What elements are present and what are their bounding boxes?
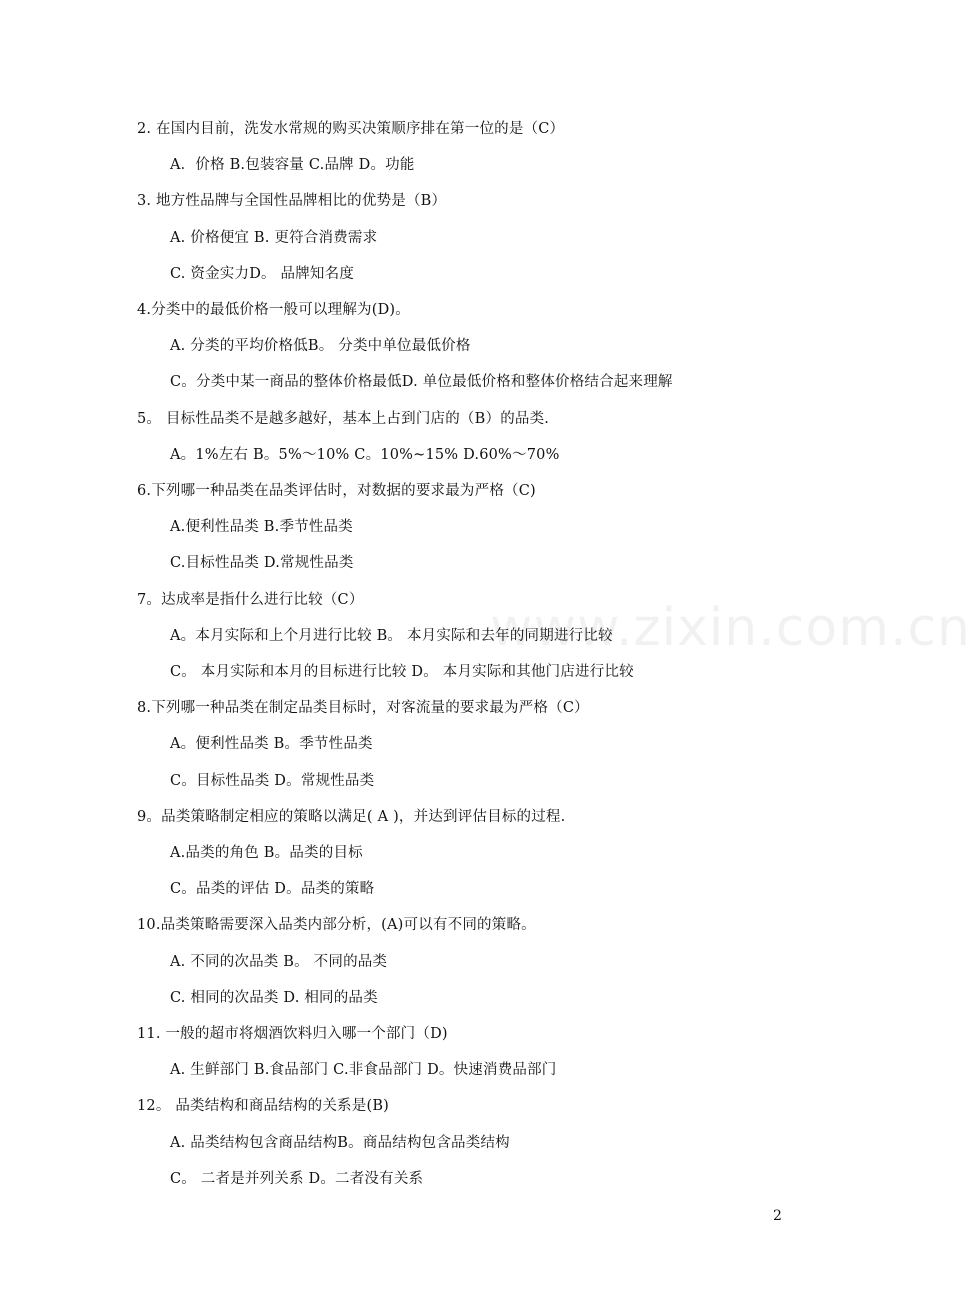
question-line: 7。达成率是指什么进行比较（C）	[137, 592, 364, 608]
question-line: 6.下列哪一种品类在品类评估时，对数据的要求最为严格（C)	[137, 483, 536, 499]
option-line: A. 不同的次品类 B。 不同的品类	[170, 954, 388, 970]
option-line: A.品类的角色 B。品类的目标	[170, 845, 363, 861]
option-line: C。分类中某一商品的整体价格最低D. 单位最低价格和整体价格结合起来理解	[170, 374, 673, 390]
option-line: A. 品类结构包含商品结构B。商品结构包含品类结构	[170, 1135, 510, 1151]
option-line: C。目标性品类 D。常规性品类	[170, 773, 375, 789]
option-line: A.便利性品类 B.季节性品类	[170, 519, 353, 535]
option-line: C. 相同的次品类 D. 相同的品类	[170, 990, 378, 1006]
option-line: C。 二者是并列关系 D。二者没有关系	[170, 1171, 424, 1187]
question-line: 2. 在国内目前，洗发水常规的购买决策顺序排在第一位的是（C）	[137, 121, 565, 137]
option-line: A. 价格便宜 B. 更符合消费需求	[170, 230, 378, 246]
page-number: 2	[773, 1208, 782, 1224]
question-line: 9。品类策略制定相应的策略以满足( A )，并达到评估目标的过程.	[137, 809, 566, 825]
option-line: A。便利性品类 B。季节性品类	[170, 736, 373, 752]
option-line: A. 生鲜部门 B.食品部门 C.非食品部门 D。快速消费品部门	[170, 1062, 557, 1078]
question-line: 4.分类中的最低价格一般可以理解为(D)。	[137, 302, 410, 318]
option-line: A．价格 B.包装容量 C.品牌 D。功能	[170, 157, 415, 173]
question-line: 3. 地方性品牌与全国性品牌相比的优势是（B）	[137, 193, 447, 209]
option-line: C.目标性品类 D.常规性品类	[170, 555, 354, 571]
question-line: 8.下列哪一种品类在制定品类目标时，对客流量的要求最为严格（C）	[137, 700, 589, 716]
option-line: C. 资金实力D。 品牌知名度	[170, 266, 355, 282]
question-line: 11. 一般的超市将烟酒饮料归入哪一个部门（D)	[137, 1026, 448, 1042]
option-line: A。本月实际和上个月进行比较 B。 本月实际和去年的同期进行比较	[170, 628, 613, 644]
option-line: C。 本月实际和本月的目标进行比较 D。 本月实际和其他门店进行比较	[170, 664, 634, 680]
question-line: 10.品类策略需要深入品类内部分析，(A)可以有不同的策略。	[137, 917, 536, 933]
watermark: www.zixin.com.cn	[490, 598, 971, 658]
question-line: 5。 目标性品类不是越多越好，基本上占到门店的（B）的品类.	[137, 411, 550, 427]
question-line: 12。 品类结构和商品结构的关系是(B)	[137, 1098, 390, 1114]
option-line: C。品类的评估 D。品类的策略	[170, 881, 375, 897]
option-line: A。1%左右 B。5%～10% C。10%~15% D.60%～70%	[170, 447, 560, 463]
option-line: A. 分类的平均价格低B。 分类中单位最低价格	[170, 338, 471, 354]
